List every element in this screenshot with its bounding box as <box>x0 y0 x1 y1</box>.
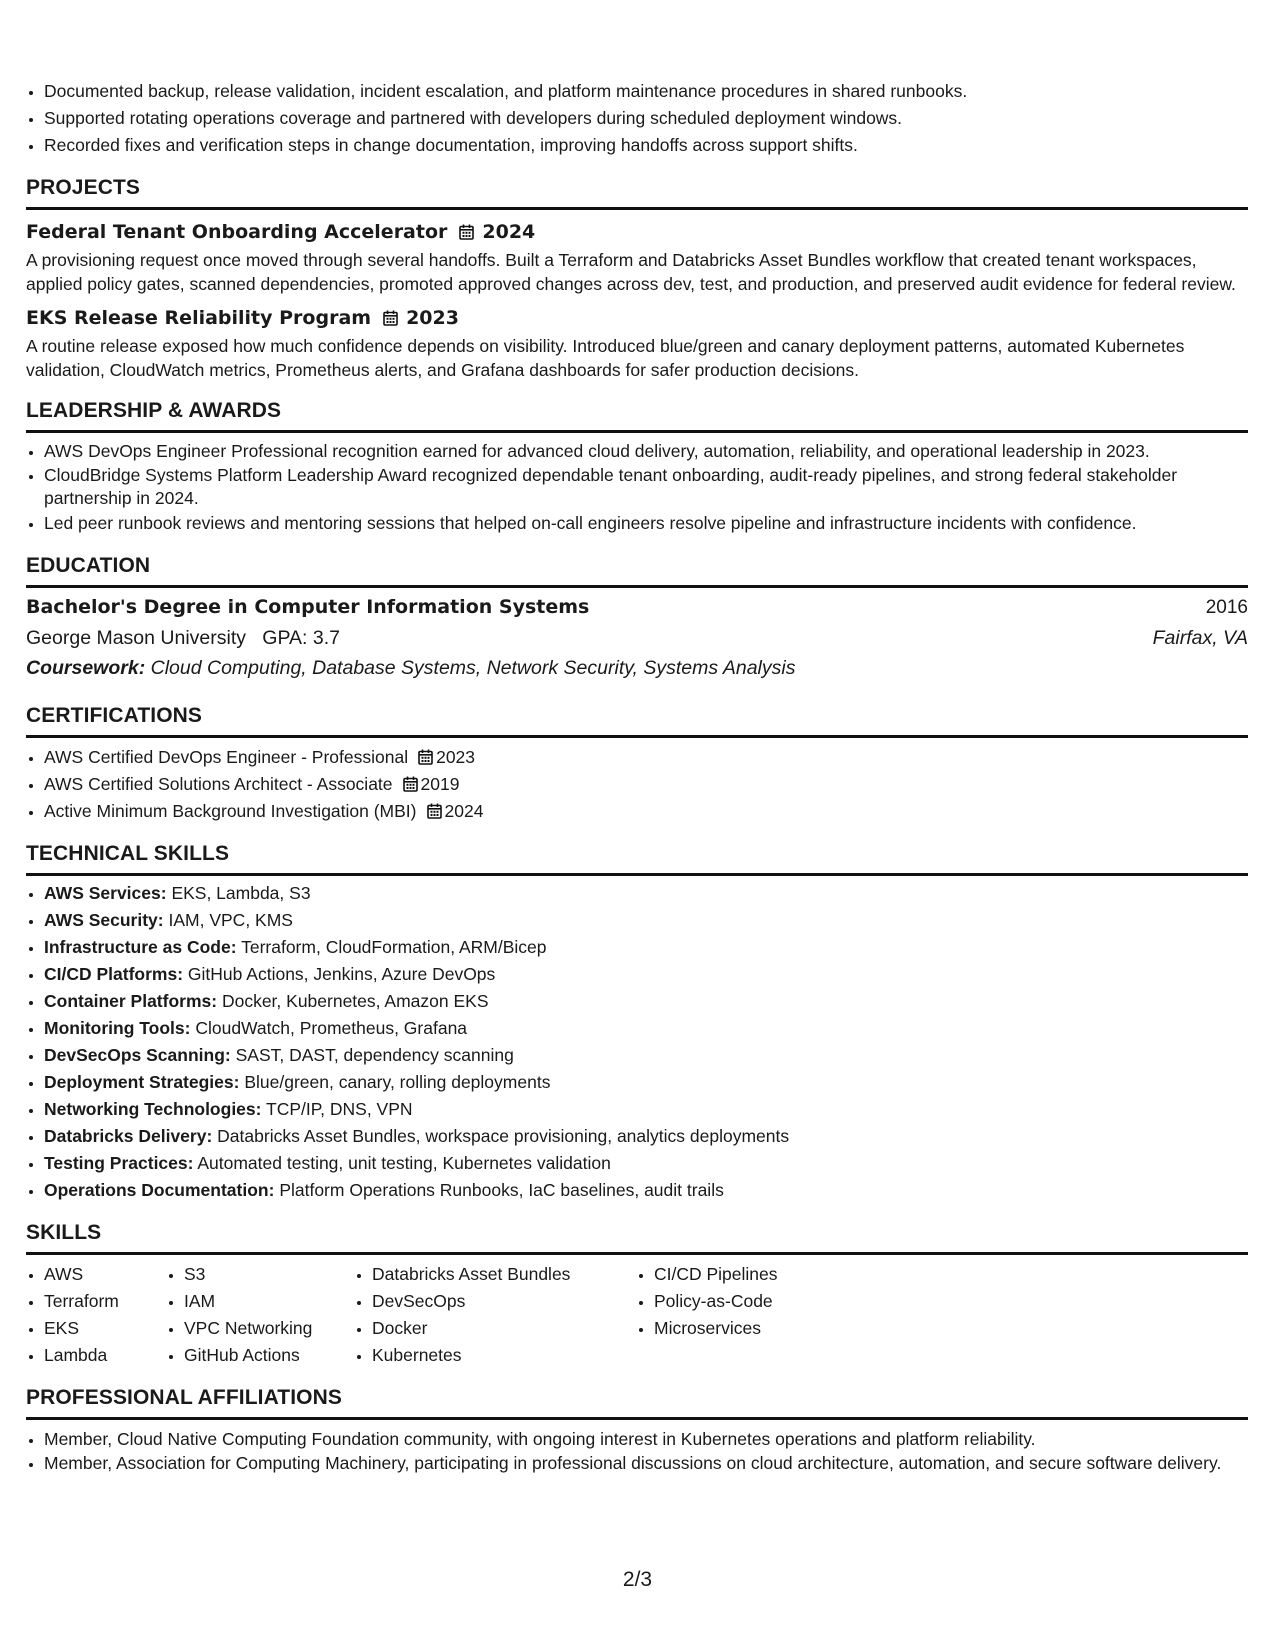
skill-category: AWS Security: <box>44 910 164 930</box>
skills-column <box>166 1261 354 1369</box>
skill-values: CloudWatch, Prometheus, Grafana <box>195 1018 468 1038</box>
project-name: Federal Tenant Onboarding Accelerator <box>26 221 448 243</box>
list-item <box>44 1096 1248 1123</box>
skill-category: Container Platforms: <box>44 991 218 1011</box>
skill-values: IAM, VPC, KMS <box>168 910 293 930</box>
skill-values: GitHub Actions, Jenkins, Azure DevOps <box>187 964 496 984</box>
list-item: • CloudBridge Systems Platform Leadership Award recognized dependable tenant onboarding, audit-ready pipelines, and strong federal stakeholder partnership in 2024. <box>44 464 1248 510</box>
list-item: • Recorded fixes and verification steps in change documentation, improving handoffs across support shifts. <box>44 132 1248 159</box>
list-item <box>44 1150 1248 1177</box>
list-item: • Documented backup, release validation, incident escalation, and platform maintenance procedures in shared runbooks. <box>44 78 1248 105</box>
skill-category: Deployment Strategies: <box>44 1072 240 1092</box>
technical-skills-list <box>26 880 1248 1204</box>
list-item: • Member, Association for Computing Machinery, participating in professional discussions on cloud architecture, automation, and secure software delivery. <box>44 1452 1248 1475</box>
list-item <box>44 1123 1248 1150</box>
list-item <box>44 1015 1248 1042</box>
list-item: • S3 <box>184 1261 354 1288</box>
coursework-label: Coursework: <box>26 657 146 679</box>
skill-values: Databricks Asset Bundles, workspace provisioning, analytics deployments <box>217 1126 790 1146</box>
list-item <box>44 798 1248 825</box>
list-item: • GitHub Actions <box>184 1342 354 1369</box>
section-title: TECHNICAL SKILLS <box>26 839 1248 876</box>
section-title: PROJECTS <box>26 173 1248 210</box>
list-item <box>44 1177 1248 1204</box>
skill-values: Platform Operations Runbooks, IaC baselines, audit trails <box>279 1180 724 1200</box>
experience-bullets <box>26 78 1248 159</box>
skill-category: Infrastructure as Code: <box>44 937 237 957</box>
list-item: • Microservices <box>654 1315 854 1342</box>
section-title: SKILLS <box>26 1218 1248 1255</box>
list-item: • Docker <box>372 1315 636 1342</box>
skill-values: Automated testing, unit testing, Kubernetes validation <box>197 1153 611 1173</box>
list-item: • Led peer runbook reviews and mentoring sessions that helped on-call engineers resolve pipeline and infrastructure incidents with confidence. <box>44 510 1248 537</box>
list-item: • Lambda <box>44 1342 166 1369</box>
skill-values: Blue/green, canary, rolling deployments <box>244 1072 551 1092</box>
skill-category: CI/CD Platforms: <box>44 964 184 984</box>
skill-values: SAST, DAST, dependency scanning <box>235 1045 514 1065</box>
list-item: • IAM <box>184 1288 354 1315</box>
skill-category: Monitoring Tools: <box>44 1018 191 1038</box>
skill-category: Networking Technologies: <box>44 1099 262 1119</box>
list-item: • AWS <box>44 1261 166 1288</box>
gpa: GPA: 3.7 <box>262 627 340 649</box>
certification-year: 2019 <box>420 774 460 794</box>
list-item <box>44 961 1248 988</box>
list-item: • Member, Cloud Native Computing Foundation community, with ongoing interest in Kubernetes operations and platform reliability. <box>44 1426 1248 1452</box>
list-item: • EKS <box>44 1315 166 1342</box>
list-item <box>44 880 1248 907</box>
list-item: • AWS DevOps Engineer Professional recognition earned for advanced cloud delivery, automation, reliability, and operational leadership in 2023. <box>44 439 1248 464</box>
resume-page <box>26 78 1248 1475</box>
education-section <box>26 551 1248 683</box>
list-item: • Policy-as-Code <box>654 1288 854 1315</box>
section-title: EDUCATION <box>26 551 1248 588</box>
skill-category: AWS Services: <box>44 883 167 903</box>
certifications-list <box>26 744 1248 825</box>
certification-name: Active Minimum Background Investigation (MBI) <box>44 801 417 821</box>
project-year: 2024 <box>482 221 536 243</box>
skills-columns <box>26 1261 1248 1369</box>
calendar-icon <box>427 803 442 819</box>
project-description: A provisioning request once moved through several handoffs. Built a Terraform and Databricks Asset Bundles workflow that created tenant workspaces, applied policy gates, scanned dependencies, promoted approved changes across dev, test, and production, and preserved audit evidence for federal review. <box>26 250 1236 294</box>
list-item <box>44 1042 1248 1069</box>
project-description: A routine release exposed how much confidence depends on visibility. Introduced blue/green and canary deployment patterns, automated Kubernetes validation, CloudWatch metrics, Prometheus alerts, and Grafana dashboards for safer production decisions. <box>26 336 1185 380</box>
calendar-icon <box>383 310 398 326</box>
certifications-section <box>26 701 1248 825</box>
section-title: CERTIFICATIONS <box>26 701 1248 738</box>
certification-year: 2024 <box>444 801 484 821</box>
list-item: • DevSecOps <box>372 1288 636 1315</box>
project-year: 2023 <box>406 307 459 329</box>
list-item: • Kubernetes <box>372 1342 636 1369</box>
skill-category: Databricks Delivery: <box>44 1126 213 1146</box>
school-location: Fairfax, VA <box>1152 627 1248 649</box>
leadership-section <box>26 396 1248 537</box>
technical-skills-section <box>26 839 1248 1204</box>
skills-column <box>354 1261 636 1369</box>
school-name: George Mason University <box>26 627 247 649</box>
list-item <box>44 771 1248 798</box>
skill-values: Terraform, CloudFormation, ARM/Bicep <box>241 937 547 957</box>
list-item <box>44 988 1248 1015</box>
list-item: • Databricks Asset Bundles <box>372 1261 636 1288</box>
affiliations-section <box>26 1383 1248 1475</box>
coursework <box>26 653 1248 683</box>
skill-values: EKS, Lambda, S3 <box>171 883 311 903</box>
list-item: • Supported rotating operations coverage and partnered with developers during scheduled deployment windows. <box>44 105 1248 132</box>
skills-column <box>26 1261 166 1369</box>
calendar-icon <box>418 749 433 765</box>
certification-year: 2023 <box>436 747 476 767</box>
list-item <box>44 1069 1248 1096</box>
skill-category: Operations Documentation: <box>44 1180 275 1200</box>
skills-section <box>26 1218 1248 1369</box>
list-item <box>44 934 1248 961</box>
list-item: • VPC Networking <box>184 1315 354 1342</box>
section-title: PROFESSIONAL AFFILIATIONS <box>26 1383 1248 1420</box>
skill-values: TCP/IP, DNS, VPN <box>266 1099 413 1119</box>
leadership-list <box>26 439 1248 537</box>
list-item: • CI/CD Pipelines <box>654 1261 854 1288</box>
project-heading <box>26 304 1248 332</box>
section-title: LEADERSHIP & AWARDS <box>26 396 1248 433</box>
graduation-year: 2016 <box>1205 597 1248 618</box>
page-number: 2/3 <box>622 1568 653 1591</box>
education-row <box>26 623 1248 653</box>
calendar-icon <box>403 776 418 792</box>
affiliations-list <box>26 1426 1248 1475</box>
skill-category: Testing Practices: <box>44 1153 194 1173</box>
certification-name: AWS Certified Solutions Architect - Associate <box>44 774 393 794</box>
degree: Bachelor's Degree in Computer Information Systems <box>26 596 590 618</box>
project-heading <box>26 218 1248 246</box>
school-info <box>26 623 340 653</box>
list-item <box>44 907 1248 934</box>
coursework-list: Cloud Computing, Database Systems, Network Security, Systems Analysis <box>150 657 796 679</box>
skills-column <box>636 1261 854 1369</box>
calendar-icon <box>459 224 474 240</box>
skill-values: Docker, Kubernetes, Amazon EKS <box>221 991 489 1011</box>
education-row <box>26 592 1248 623</box>
list-item <box>44 744 1248 771</box>
list-item: • Terraform <box>44 1288 166 1315</box>
project-name: EKS Release Reliability Program <box>26 307 372 329</box>
certification-name: AWS Certified DevOps Engineer - Professional <box>44 747 409 767</box>
projects-section <box>26 173 1248 382</box>
skill-category: DevSecOps Scanning: <box>44 1045 231 1065</box>
